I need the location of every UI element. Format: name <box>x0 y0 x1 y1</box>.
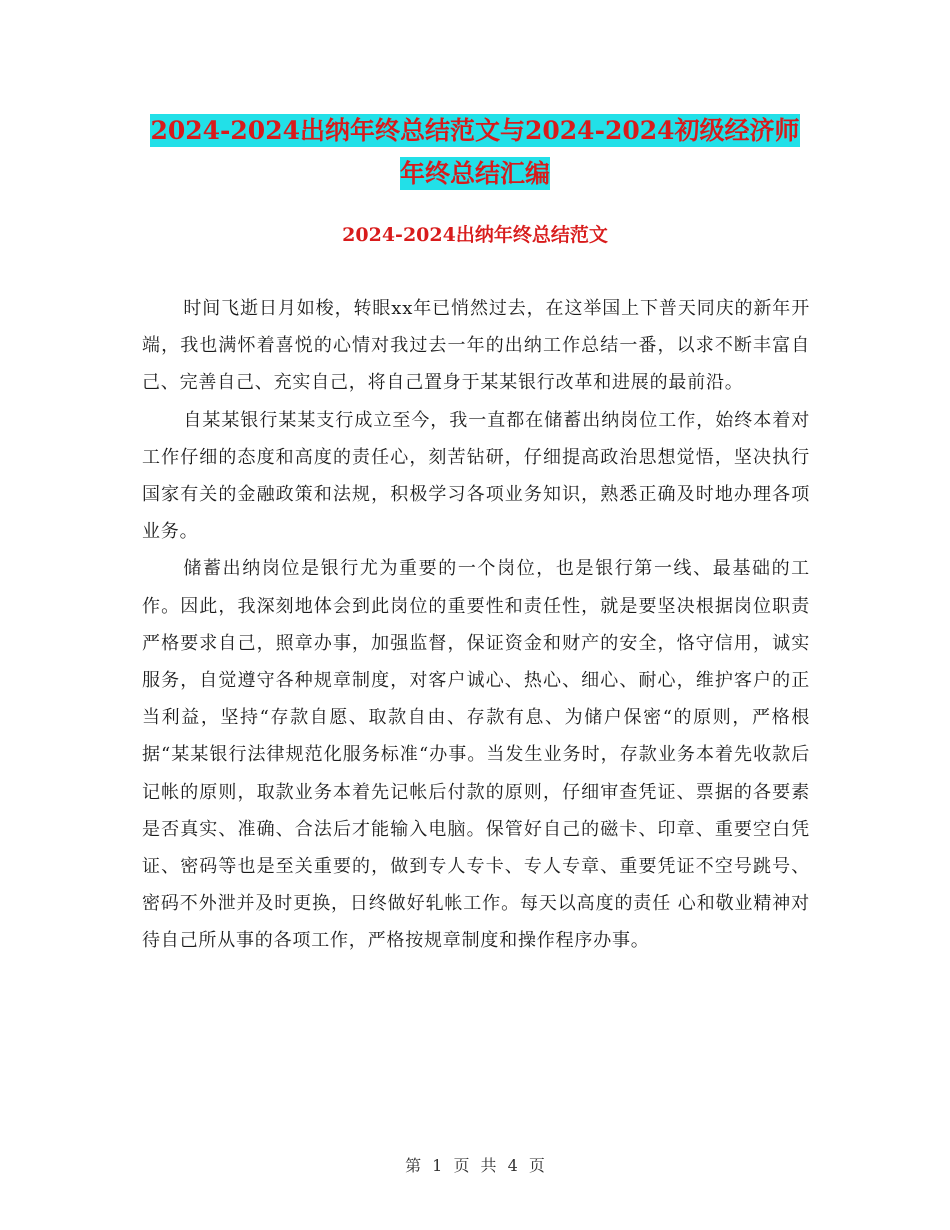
title-highlight: 2024-2024出纳年终总结范文与2024-2024初级经济师 <box>150 116 800 145</box>
document-title-line-2 <box>140 152 810 196</box>
title-highlight: 年终总结汇编 <box>399 159 550 188</box>
paragraph-1: 时间飞逝日月如梭，转眼xx年已悄然过去，在这举国上下普天同庆的新年开端，我也满怀着喜悦的心情对我过去一年的出纳工作总结一番，以求不断丰富自己、完善自己、充实自己，将自己置身于某某银行改革和进展的最前沿。 <box>142 298 810 394</box>
page-number-footer: 第 1 页 共 4 页 <box>405 1156 545 1175</box>
body-text <box>142 290 810 960</box>
paragraph-2: 自某某银行某某支行成立至今，我一直都在储蓄出纳岗位工作，始终本着对工作仔细的态度和高度的责任心，刻苦钻研，仔细提高政治思想觉悟，坚决执行国家有关的金融政策和法规，积极学习各项业务知识，熟悉正确及时地办理各项业务。 <box>142 409 810 543</box>
section-title: 2024-2024出纳年终总结范文 <box>342 224 608 246</box>
document-title-line-1 <box>140 109 810 153</box>
paragraph-3: 储蓄出纳岗位是银行尤为重要的一个岗位，也是银行第一线、最基础的工作。因此，我深刻地体会到此岗位的重要性和责任性，就是要坚决根据岗位职责严格要求自己，照章办事，加强监督，保证资金和财产的安全，恪守信用，诚实服务，自觉遵守各种规章制度，对客户诚心、热心、细心、耐心，维护客户的正当利益，坚持“存款自愿、取款自由、存款有息、为储户保密“的原则，严格根据“某某银行法律规范化服务标准“办事。当发生业务时，存款业务本着先收款后记帐的原则，取款业务本着先记帐后付款的原则，仔细审查凭证、票据的各要素是否真实、准确、合法后才能输入电脑。保管好自己的磁卡、印章、重要空白凭证、密码等也是至关重要的，做到专人专卡、专人专章、重要凭证不空号跳号、密码不外泄并及时更换，日终做好轧帐工作。每天以高度的责任 心和敬业精神对待自己所从事的各项工作，严格按规章制度和操作程序办事。 <box>142 558 810 952</box>
